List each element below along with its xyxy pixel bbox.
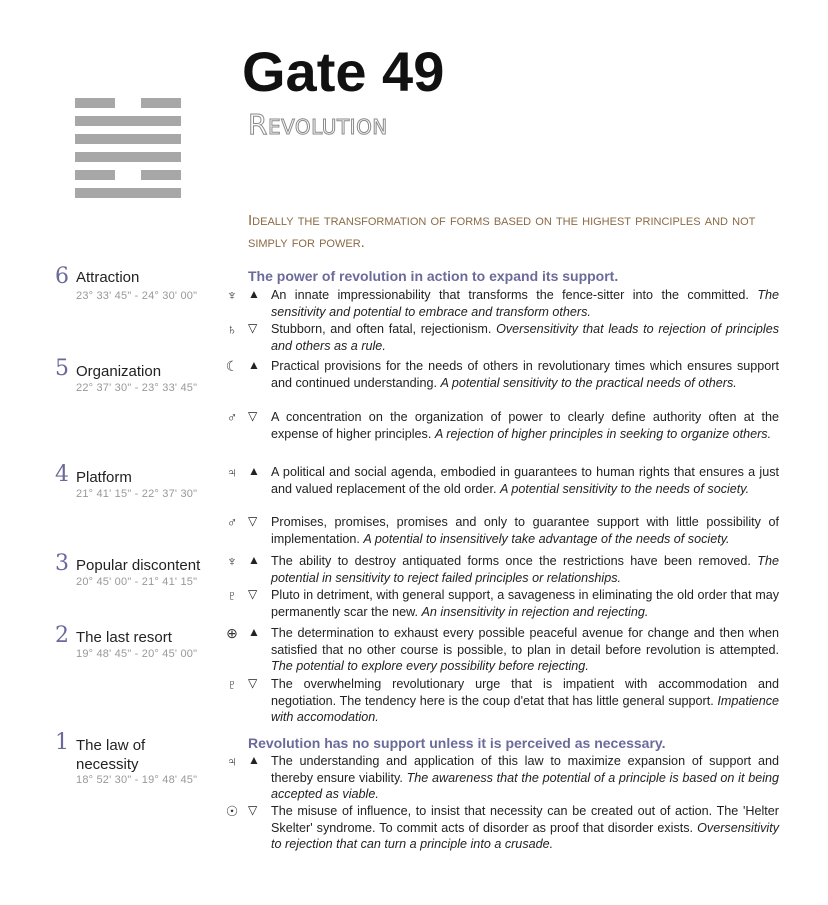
sun-icon: ☉	[225, 803, 239, 819]
line-name: Platform	[76, 469, 132, 486]
pluto-icon: ♇	[226, 676, 238, 692]
detriment-icon: ▽	[248, 409, 258, 423]
line-name: Organization	[76, 363, 162, 380]
hexagram-line-2	[75, 170, 181, 180]
line-name: Popular discontent	[76, 557, 201, 574]
line-number: 1	[55, 730, 69, 755]
detriment-icon: ▽	[248, 321, 258, 335]
section-head-upper: The power of revolution in action to expand its support.	[248, 268, 619, 284]
line-name: The law of necessity	[76, 737, 146, 773]
line-name: Attraction	[76, 269, 140, 286]
line-number: 6	[55, 264, 69, 289]
line-text: The misuse of influence, to insist that necessity can be created out of action. The 'Helter Skelter' syndrome. To commit acts of disorder as proof that disorder exists. Oversensitivity to rejection that can turn a principle into a crusade.	[271, 804, 780, 851]
exalted-icon: ▲	[248, 358, 260, 372]
mars-icon: ♂	[226, 409, 238, 425]
exalted-icon: ▲	[248, 625, 260, 639]
line-degrees: 18° 52' 30" - 19° 48' 45"	[76, 774, 198, 786]
line-text: Promises, promises, promises and only to guarantee support with little possibility of implementation. A potential to insensitively take advantage of the needs of society.	[271, 515, 779, 546]
line-text: The determination to exhaust every possible peaceful avenue for change and then when satisfied that no other course is possible, to plan in detail before revolution is attempted. The potential to explore every possibility before rejecting.	[271, 626, 779, 673]
line-text: Practical provisions for the needs of others in revolutionary times which ensures support and continued understanding. A potential sensitivity to the practical needs of others.	[271, 359, 779, 390]
line-text: A concentration on the organization of power to clearly define authority often at the expense of higher principles. A rejection of higher principles in seeking to organize others.	[271, 410, 779, 441]
line-text: The overwhelming revolutionary urge that is impatient with accommodation and negotiation. The tendency here is the coup d'etat that has little general support. Impatience with accomodation.	[271, 677, 779, 724]
detriment-icon: ▽	[248, 803, 258, 817]
line-number: 2	[55, 623, 69, 648]
earth-icon: ⊕	[226, 625, 238, 641]
line-degrees: 20° 45' 00" - 21° 41' 15"	[76, 576, 198, 588]
jupiter-icon: ♃	[226, 464, 238, 480]
line-degrees: 22° 37' 30" - 23° 33' 45"	[76, 382, 198, 394]
section-head-lower: Revolution has no support unless it is perceived as necessary.	[248, 735, 666, 751]
hexagram-line-3	[75, 152, 181, 162]
detriment-icon: ▽	[248, 587, 258, 601]
gate-title: Gate 49	[242, 40, 445, 103]
neptune-icon: ♆	[226, 287, 238, 303]
hexagram-line-4	[75, 134, 181, 144]
gate-theme: Ideally the transformation of forms based on the highest principles and not simply for power.	[248, 212, 756, 251]
neptune-icon: ♆	[226, 553, 238, 569]
line-degrees: 21° 41' 15" - 22° 37' 30"	[76, 488, 198, 500]
line-text: A political and social agenda, embodied in guarantees to human rights that ensures a just and valued replacement of the old order. A potential sensitivity to the needs of society.	[271, 465, 779, 496]
line-text: An innate impressionability that transforms the fence-sitter into the committed. The sensitivity and potential to embrace and transform others.	[271, 288, 780, 319]
hexagram-icon	[75, 98, 181, 206]
saturn-icon: ♄	[226, 321, 238, 337]
detriment-icon: ▽	[248, 676, 258, 690]
line-text: Pluto in detriment, with general support, a savageness in eliminating the old order that may permanently scar the new. An insensitivity in rejection and rejecting.	[271, 588, 779, 619]
hexagram-line-5	[75, 116, 181, 126]
line-degrees: 19° 48' 45" - 20° 45' 00"	[76, 648, 198, 660]
exalted-icon: ▲	[248, 553, 260, 567]
hexagram-line-1	[75, 188, 181, 198]
line-text: The understanding and application of this law to maximize expansion of support and thereby ensure viability. The awareness that the potential of a principle is based on it being accepted as viable.	[271, 754, 780, 801]
line-text: Stubborn, and often fatal, rejectionism. Oversensitivity that leads to rejection of principles and others as a rule.	[271, 322, 780, 353]
pluto-icon: ♇	[226, 587, 238, 603]
exalted-icon: ▲	[248, 464, 260, 478]
hexagram-line-6	[75, 98, 181, 108]
detriment-icon: ▽	[248, 514, 258, 528]
line-number: 5	[55, 356, 69, 381]
mars-icon: ♂	[226, 514, 238, 530]
moon-icon: ☾	[225, 358, 239, 374]
line-degrees: 23° 33' 45" - 24° 30' 00"	[76, 290, 198, 302]
exalted-icon: ▲	[248, 753, 260, 767]
exalted-icon: ▲	[248, 287, 260, 301]
line-text: The ability to destroy antiquated forms once the restrictions have been removed. The potential in sensitivity to reject failed principles or relationships.	[271, 554, 779, 585]
jupiter-icon: ♃	[226, 753, 238, 769]
line-number: 3	[55, 551, 69, 576]
line-name: The last resort	[76, 629, 172, 646]
line-number: 4	[55, 462, 69, 487]
gate-subtitle: Revolution	[248, 108, 388, 141]
